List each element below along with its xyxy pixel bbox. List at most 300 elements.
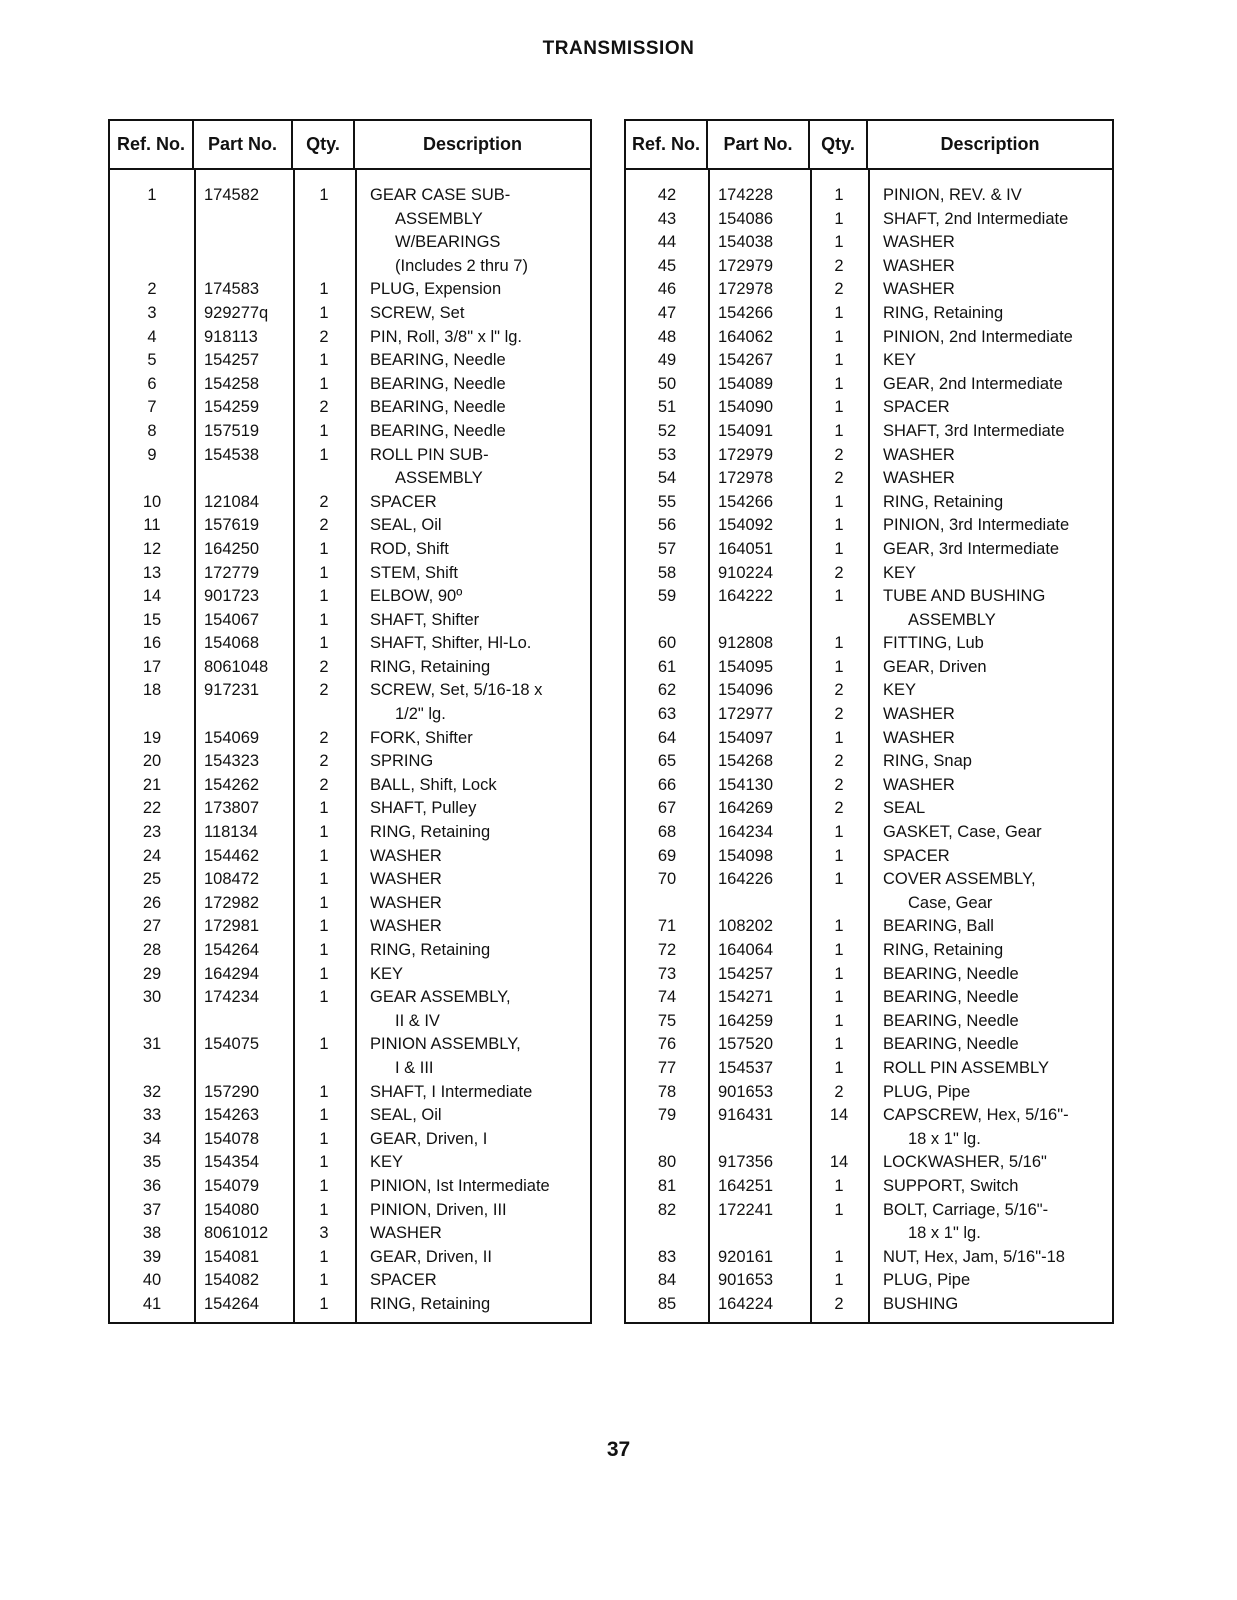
description-cell: SPRING — [370, 752, 434, 771]
ref-no-cell: 37 — [142, 1200, 162, 1219]
qty-cell: 1 — [834, 421, 844, 440]
table-row — [110, 467, 590, 491]
qty-cell: 1 — [834, 988, 844, 1007]
description-cell: BOLT, Carriage, 5/16"- — [883, 1200, 1049, 1219]
qty-cell: 1 — [319, 941, 329, 959]
description-cell: GEAR, Driven, II — [370, 1247, 492, 1266]
qty-cell — [293, 1057, 355, 1081]
ref-no-cell: 61 — [657, 657, 677, 676]
table-row — [110, 679, 590, 703]
qty-cell: 1 — [319, 1176, 329, 1195]
table-row — [110, 750, 590, 774]
part-no-cell: 917231 — [204, 681, 260, 700]
qty-cell — [293, 467, 355, 491]
description-cell: PINION, Ist Intermediate — [370, 1176, 550, 1195]
qty-cell: 1 — [319, 893, 329, 912]
qty-cell: 2 — [319, 492, 329, 511]
ref-no-cell: 74 — [657, 988, 677, 1007]
qty-cell: 1 — [319, 563, 329, 582]
part-no-cell: 154091 — [718, 421, 774, 440]
part-no-cell — [708, 609, 810, 633]
qty-cell — [293, 231, 355, 255]
qty-cell: 1 — [834, 964, 844, 983]
part-no-cell: 929277q — [204, 303, 269, 322]
ref-no-cell: 77 — [657, 1058, 677, 1077]
part-no-cell: 8061012 — [204, 1224, 269, 1243]
description-cell: Case, Gear — [908, 893, 993, 912]
description-cell: ASSEMBLY — [908, 610, 996, 629]
ref-no-cell: 9 — [147, 445, 157, 464]
ref-no-cell: 15 — [142, 610, 162, 629]
table-row — [110, 727, 590, 751]
ref-no-cell — [110, 1057, 194, 1081]
table-header-row — [110, 121, 590, 170]
part-no-header: Part No. — [194, 121, 293, 168]
table-row — [626, 349, 1112, 373]
qty-cell: 1 — [319, 870, 329, 889]
part-no-cell — [194, 208, 293, 232]
ref-no-cell: 26 — [142, 893, 162, 912]
part-no-cell: 154462 — [204, 846, 260, 865]
table-row — [110, 632, 590, 656]
qty-cell: 1 — [834, 1247, 844, 1266]
qty-header: Qty. — [293, 121, 355, 168]
ref-no-cell: 18 — [142, 681, 162, 700]
ref-no-cell: 8 — [147, 421, 157, 440]
ref-no-cell: 58 — [657, 563, 677, 582]
qty-cell: 1 — [834, 846, 844, 865]
table-row — [626, 208, 1112, 232]
part-no-cell: 121084 — [204, 492, 260, 511]
table-row — [110, 396, 590, 420]
qty-cell: 2 — [319, 516, 329, 535]
qty-cell: 2 — [834, 775, 844, 794]
part-no-cell: 154263 — [204, 1106, 260, 1125]
description-cell: SHAFT, Pulley — [370, 799, 477, 818]
qty-cell: 2 — [834, 681, 844, 700]
description-cell: KEY — [370, 964, 404, 983]
part-no-cell: 164062 — [718, 327, 774, 346]
part-no-cell — [194, 1010, 293, 1034]
qty-cell: 1 — [834, 539, 844, 558]
description-cell: GEAR, Driven, I — [370, 1129, 488, 1148]
ref-no-cell: 80 — [657, 1153, 677, 1172]
ref-no-cell: 11 — [143, 516, 161, 535]
qty-cell: 1 — [834, 1058, 844, 1077]
table-row — [626, 1222, 1112, 1246]
description-cell: SHAFT, Shifter — [370, 610, 480, 629]
qty-cell: 1 — [834, 941, 844, 959]
table-row — [626, 373, 1112, 397]
ref-no-cell: 30 — [142, 988, 162, 1007]
description-cell: BEARING, Needle — [883, 1035, 1019, 1054]
table-row — [626, 278, 1112, 302]
ref-no-cell: 2 — [147, 280, 157, 299]
part-no-cell: 154264 — [204, 941, 260, 959]
ref-no-cell: 75 — [657, 1011, 677, 1030]
qty-cell: 2 — [834, 280, 844, 299]
description-cell: WASHER — [883, 469, 955, 488]
description-cell: KEY — [370, 1153, 404, 1172]
table-row — [626, 255, 1112, 279]
ref-no-cell: 24 — [142, 846, 162, 865]
part-no-cell: 154264 — [204, 1294, 260, 1313]
ref-no-cell: 39 — [142, 1247, 162, 1266]
description-cell: COVER ASSEMBLY, — [883, 870, 1036, 889]
qty-cell: 1 — [319, 421, 329, 440]
description-cell: KEY — [883, 351, 917, 370]
description-cell: SUPPORT, Switch — [883, 1176, 1019, 1195]
qty-cell: 1 — [319, 1247, 329, 1266]
part-no-cell: 8061048 — [204, 657, 269, 676]
table-row — [626, 868, 1112, 892]
table-row — [626, 1033, 1112, 1057]
description-cell: SCREW, Set, 5/16-18 x — [370, 681, 543, 700]
table-row — [110, 1199, 590, 1223]
table-row — [110, 255, 590, 279]
table-row — [110, 278, 590, 302]
ref-no-cell: 1 — [147, 186, 157, 204]
ref-no-cell: 5 — [147, 351, 157, 370]
qty-cell: 1 — [834, 303, 844, 322]
qty-cell: 1 — [319, 610, 329, 629]
table-row — [110, 1081, 590, 1105]
part-no-cell: 154271 — [718, 988, 774, 1007]
ref-no-cell: 82 — [657, 1200, 677, 1219]
ref-no-cell: 79 — [657, 1106, 677, 1125]
qty-cell — [293, 208, 355, 232]
table-row — [110, 326, 590, 350]
description-cell: SEAL, Oil — [370, 516, 442, 535]
description-cell: SCREW, Set — [370, 303, 465, 322]
qty-cell: 1 — [834, 823, 844, 842]
table-row — [110, 1104, 590, 1128]
ref-no-header: Ref. No. — [626, 121, 708, 168]
part-no-cell: 154538 — [204, 445, 260, 464]
table-row — [626, 750, 1112, 774]
qty-cell: 1 — [319, 539, 329, 558]
table-row — [110, 963, 590, 987]
table-row — [110, 1222, 590, 1246]
table-row — [110, 585, 590, 609]
qty-cell: 1 — [319, 374, 329, 393]
description-cell: WASHER — [883, 775, 955, 794]
part-no-cell: 164259 — [718, 1011, 774, 1030]
table-row — [110, 986, 590, 1010]
table-row — [110, 491, 590, 515]
description-cell: ROLL PIN ASSEMBLY — [883, 1058, 1049, 1077]
table-row — [110, 420, 590, 444]
part-no-cell — [194, 255, 293, 279]
qty-cell: 2 — [834, 563, 844, 582]
ref-no-cell: 60 — [657, 634, 677, 653]
qty-cell: 1 — [834, 1035, 844, 1054]
description-cell: ELBOW, 90º — [370, 587, 463, 606]
part-no-cell: 910224 — [718, 563, 774, 582]
ref-no-cell: 19 — [142, 728, 162, 747]
description-cell: KEY — [883, 681, 917, 700]
description-cell: TUBE AND BUSHING — [883, 587, 1046, 606]
ref-no-cell — [626, 1128, 708, 1152]
table-row — [110, 231, 590, 255]
table-row — [110, 1151, 590, 1175]
description-cell: CAPSCREW, Hex, 5/16"- — [883, 1106, 1069, 1125]
qty-cell: 1 — [319, 634, 329, 653]
part-no-cell: 154092 — [718, 516, 774, 535]
table-row — [626, 585, 1112, 609]
table-row — [110, 821, 590, 845]
description-cell: GEAR CASE SUB- — [370, 186, 511, 204]
part-no-cell: 157520 — [718, 1035, 774, 1054]
ref-no-cell: 44 — [657, 233, 677, 252]
part-no-cell: 154130 — [718, 775, 774, 794]
table-row — [110, 208, 590, 232]
description-cell: PINION, REV. & IV — [883, 186, 1022, 204]
ref-no-cell — [626, 892, 708, 916]
ref-no-cell — [110, 208, 194, 232]
qty-cell: 1 — [319, 1271, 329, 1290]
part-no-header: Part No. — [708, 121, 810, 168]
part-no-cell: 154354 — [204, 1153, 260, 1172]
part-no-cell: 108202 — [718, 917, 774, 936]
table-row — [626, 1269, 1112, 1293]
table-row — [626, 656, 1112, 680]
part-no-cell: 154038 — [718, 233, 774, 252]
qty-cell: 1 — [319, 186, 329, 204]
qty-cell: 2 — [319, 752, 329, 771]
description-cell: SHAFT, 3rd Intermediate — [883, 421, 1065, 440]
page-title: TRANSMISSION — [542, 38, 695, 59]
qty-cell: 2 — [834, 1294, 844, 1313]
part-no-cell — [194, 703, 293, 727]
ref-no-cell: 43 — [657, 209, 677, 228]
table-row — [626, 703, 1112, 727]
table-row — [110, 562, 590, 586]
table-row — [626, 562, 1112, 586]
part-no-cell: 154097 — [718, 728, 774, 747]
description-cell: RING, Snap — [883, 752, 972, 771]
ref-no-cell: 78 — [657, 1082, 677, 1101]
part-no-cell — [708, 1128, 810, 1152]
table-row — [626, 420, 1112, 444]
ref-no-cell — [110, 703, 194, 727]
ref-no-cell: 76 — [657, 1035, 677, 1054]
part-no-cell: 172979 — [718, 445, 774, 464]
description-cell: RING, Retaining — [883, 303, 1004, 322]
page-number: 37 — [606, 1438, 631, 1461]
part-no-cell: 154257 — [718, 964, 774, 983]
part-no-cell: 154086 — [718, 209, 774, 228]
qty-cell: 1 — [834, 374, 844, 393]
ref-no-cell: 84 — [657, 1271, 677, 1290]
part-no-cell: 154266 — [718, 303, 774, 322]
description-cell: WASHER — [370, 893, 442, 912]
part-no-cell: 164064 — [718, 941, 774, 959]
part-no-cell: 154069 — [204, 728, 260, 747]
ref-no-cell: 25 — [142, 870, 162, 889]
ref-no-cell: 67 — [657, 799, 677, 818]
description-cell: WASHER — [883, 256, 955, 275]
ref-no-cell: 45 — [657, 256, 677, 275]
table-body — [110, 170, 590, 1322]
qty-cell: 1 — [319, 1035, 329, 1054]
table-row — [110, 373, 590, 397]
table-row — [110, 514, 590, 538]
ref-no-cell: 81 — [657, 1176, 677, 1195]
qty-cell: 1 — [319, 799, 329, 818]
table-row — [110, 1033, 590, 1057]
part-no-cell: 154259 — [204, 398, 260, 417]
qty-cell: 2 — [319, 657, 329, 676]
ref-no-cell: 14 — [142, 587, 162, 606]
ref-no-cell: 59 — [657, 587, 677, 606]
description-cell: RING, Retaining — [883, 941, 1004, 959]
ref-no-cell: 72 — [657, 941, 677, 959]
table-row — [110, 915, 590, 939]
description-cell: BEARING, Needle — [883, 964, 1019, 983]
qty-cell: 2 — [834, 1082, 844, 1101]
qty-cell: 1 — [834, 1271, 844, 1290]
description-cell: BEARING, Needle — [883, 988, 1019, 1007]
description-cell: WASHER — [883, 445, 955, 464]
description-cell: II & IV — [395, 1011, 440, 1030]
part-no-cell: 157619 — [204, 516, 260, 535]
part-no-cell: 172978 — [718, 469, 774, 488]
qty-cell: 1 — [319, 964, 329, 983]
part-no-cell: 912808 — [718, 634, 774, 653]
table-row — [110, 892, 590, 916]
description-cell: BEARING, Needle — [370, 398, 506, 417]
description-cell: WASHER — [883, 728, 955, 747]
ref-no-cell: 63 — [657, 705, 677, 724]
part-no-cell: 157290 — [204, 1082, 260, 1101]
ref-no-cell: 85 — [657, 1294, 677, 1313]
ref-no-cell: 66 — [657, 775, 677, 794]
table-rows — [626, 170, 1112, 1317]
part-no-cell: 901653 — [718, 1082, 774, 1101]
table-row — [626, 1010, 1112, 1034]
qty-cell: 2 — [834, 469, 844, 488]
ref-no-cell: 10 — [142, 492, 162, 511]
part-no-cell: 154262 — [204, 775, 260, 794]
description-cell: 18 x 1" lg. — [908, 1224, 981, 1243]
ref-no-cell: 32 — [142, 1082, 162, 1101]
description-cell: WASHER — [883, 705, 955, 724]
table-row — [110, 1246, 590, 1270]
description-cell: ASSEMBLY — [395, 469, 483, 488]
part-no-cell: 154257 — [204, 351, 260, 370]
description-cell: FORK, Shifter — [370, 728, 473, 747]
ref-no-cell: 35 — [142, 1153, 162, 1172]
part-no-cell: 118134 — [204, 823, 258, 842]
table-row — [110, 1175, 590, 1199]
table-row — [110, 184, 590, 208]
description-cell: ROD, Shift — [370, 539, 449, 558]
ref-no-cell: 13 — [142, 563, 162, 582]
part-no-cell — [194, 231, 293, 255]
table-row — [626, 444, 1112, 468]
ref-no-cell: 55 — [657, 492, 677, 511]
qty-cell: 1 — [319, 1294, 329, 1313]
qty-cell: 2 — [834, 705, 844, 724]
part-no-cell: 154089 — [718, 374, 774, 393]
table-row — [626, 939, 1112, 963]
qty-cell: 1 — [319, 1129, 329, 1148]
part-no-cell: 154095 — [718, 657, 774, 676]
qty-cell: 1 — [834, 657, 844, 676]
table-row — [626, 821, 1112, 845]
ref-no-cell: 47 — [657, 303, 677, 322]
table-row — [110, 868, 590, 892]
part-no-cell: 172979 — [718, 256, 774, 275]
description-cell: WASHER — [370, 917, 442, 936]
description-cell: PINION ASSEMBLY, — [370, 1035, 521, 1054]
part-no-cell: 174583 — [204, 280, 260, 299]
table-row — [626, 963, 1112, 987]
table-row — [626, 727, 1112, 751]
qty-cell: 1 — [834, 587, 844, 606]
qty-cell: 1 — [834, 1011, 844, 1030]
description-header: Description — [422, 134, 523, 154]
description-cell: RING, Retaining — [370, 1294, 491, 1313]
part-no-cell: 917356 — [718, 1153, 774, 1172]
qty-cell — [810, 609, 868, 633]
table-row — [110, 774, 590, 798]
description-cell: PINION, 3rd Intermediate — [883, 516, 1070, 535]
table-row — [110, 444, 590, 468]
qty-cell: 2 — [834, 256, 844, 275]
ref-no-cell: 40 — [142, 1271, 162, 1290]
part-no-cell: 172981 — [204, 917, 260, 936]
part-no-cell: 164224 — [718, 1294, 774, 1313]
ref-no-cell: 64 — [657, 728, 677, 747]
qty-cell — [810, 1222, 868, 1246]
table-row — [110, 538, 590, 562]
ref-no-cell: 54 — [657, 469, 677, 488]
part-no-cell — [194, 1057, 293, 1081]
part-no-cell: 916431 — [718, 1106, 774, 1125]
ref-no-cell: 65 — [657, 752, 677, 771]
qty-cell — [810, 1128, 868, 1152]
qty-cell: 1 — [319, 846, 329, 865]
description-cell: BEARING, Needle — [370, 421, 506, 440]
part-no-cell: 164294 — [204, 964, 260, 983]
qty-cell — [293, 703, 355, 727]
ref-no-cell: 41 — [142, 1294, 162, 1313]
table-row — [110, 349, 590, 373]
ref-no-cell: 16 — [142, 634, 162, 653]
table-row — [110, 703, 590, 727]
part-no-cell: 154090 — [718, 398, 774, 417]
description-cell: PINION, 2nd Intermediate — [883, 327, 1073, 346]
part-no-cell: 918113 — [204, 327, 258, 346]
part-no-cell: 154068 — [204, 634, 260, 653]
table-row — [626, 1199, 1112, 1223]
qty-cell: 1 — [834, 233, 844, 252]
part-no-cell: 172779 — [204, 563, 260, 582]
ref-no-cell — [626, 1222, 708, 1246]
description-cell: WASHER — [883, 233, 955, 252]
table-row — [110, 1269, 590, 1293]
part-no-cell: 157519 — [204, 421, 260, 440]
description-cell: RING, Retaining — [370, 941, 491, 959]
part-no-cell: 154267 — [718, 351, 774, 370]
description-cell: 18 x 1" lg. — [908, 1129, 981, 1148]
description-cell: PINION, Driven, III — [370, 1200, 507, 1219]
ref-no-cell: 27 — [142, 917, 162, 936]
ref-no-cell: 29 — [142, 964, 162, 983]
description-cell: BEARING, Needle — [883, 1011, 1019, 1030]
